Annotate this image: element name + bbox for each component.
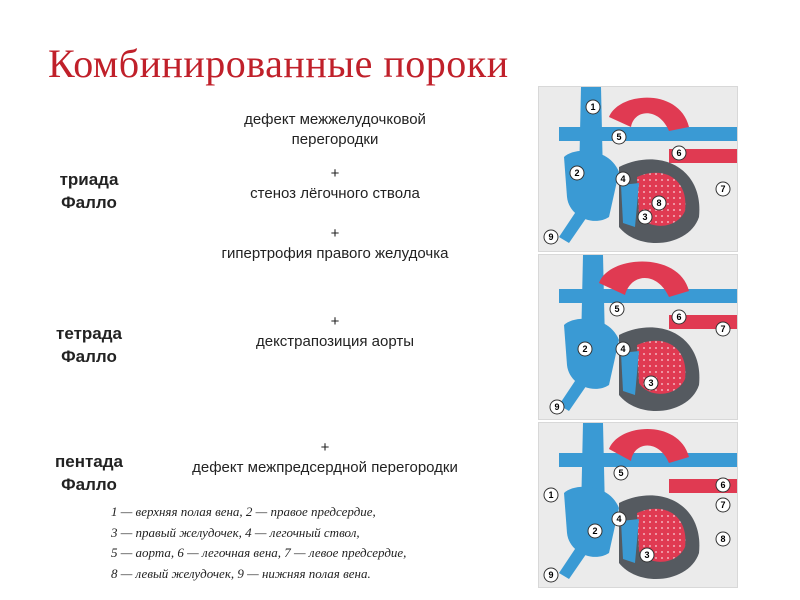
callout-label: 5 — [614, 304, 620, 314]
callout-label: 4 — [620, 344, 626, 354]
callout-label: 6 — [720, 480, 726, 490]
heart-diagram-svg — [539, 255, 737, 419]
pulmonary-stenosis-label: стеноз лёгочного ствола — [250, 185, 420, 202]
page-title: Комбинированные пороки — [48, 41, 509, 86]
right-atrium — [564, 487, 622, 557]
heart-diagram-svg — [539, 423, 737, 587]
callout-label: 2 — [574, 168, 580, 178]
callout-label: 4 — [620, 174, 626, 184]
vsd-line: перегородки — [291, 131, 379, 148]
callout-label: 5 — [616, 132, 622, 142]
legend-line: 5 — аорта, 6 — легочная вена, 7 — левое предсердие, — [111, 545, 407, 560]
plus-sign: + — [330, 313, 340, 330]
callout-label: 3 — [642, 212, 648, 222]
callout-label: 6 — [676, 148, 682, 158]
callout-label: 1 — [590, 102, 596, 112]
callout-label: 9 — [548, 570, 554, 580]
callout-label: 4 — [616, 514, 622, 524]
row-label-line: тетрада — [56, 324, 122, 343]
legend-line: 1 — верхняя полая вена, 2 — правое предсердие, — [111, 504, 376, 519]
callout-label: 6 — [676, 312, 682, 322]
vsd-line: дефект межжелудочковой — [244, 111, 426, 128]
callout-label: 2 — [582, 344, 588, 354]
right-atrium — [564, 151, 619, 221]
asd-text — [120, 438, 530, 478]
callout-label: 5 — [618, 468, 624, 478]
legend-line: 3 — правый желудочек, 4 — легочный ствол, — [111, 524, 360, 540]
row-label-line: Фалло — [61, 193, 117, 212]
callout-label: 7 — [720, 184, 726, 194]
callout-label: 2 — [592, 526, 598, 536]
row-label-line: пентада — [54, 452, 124, 471]
right-atrium — [564, 319, 619, 389]
legend-line: 8 — левый желудочек, 9 — нижняя полая вена. — [111, 565, 371, 581]
callout-label: 9 — [554, 402, 560, 412]
row-label-line: Фалло — [61, 347, 117, 366]
row-label-line: триада — [59, 170, 119, 189]
callout-label: 7 — [720, 500, 726, 510]
plus-sign: + — [330, 225, 340, 242]
row-label-tetrad — [44, 322, 134, 368]
heart-diagram-pentad — [538, 422, 738, 588]
heart-diagram-tetrad — [538, 254, 738, 420]
callout-label: 8 — [656, 198, 662, 208]
callout-label: 8 — [720, 534, 726, 544]
heart-diagram-svg — [539, 87, 737, 251]
rv-hypertrophy-label: гипертрофия правого желудочка — [221, 245, 449, 262]
pulmonary-stenosis-text — [140, 164, 530, 204]
legend — [111, 502, 406, 584]
dextroposition-label: декстрапозиция аорты — [255, 333, 415, 350]
dextroposition-text — [140, 312, 530, 352]
asd-label: дефект межпредсердной перегородки — [192, 459, 458, 476]
callout-label: 3 — [644, 550, 650, 560]
plus-sign: + — [330, 165, 340, 182]
row-label-triad — [44, 168, 134, 214]
row-label-line: Фалло — [61, 475, 117, 494]
plus-sign: + — [320, 439, 330, 456]
callout-label: 7 — [720, 324, 726, 334]
vsd-text — [140, 110, 530, 150]
heart-diagram-triad — [538, 86, 738, 252]
aortic-arch — [609, 98, 689, 131]
rv-hypertrophy-text — [140, 224, 530, 264]
callout-label: 1 — [548, 490, 554, 500]
callout-label: 3 — [648, 378, 654, 388]
callout-label: 9 — [548, 232, 554, 242]
